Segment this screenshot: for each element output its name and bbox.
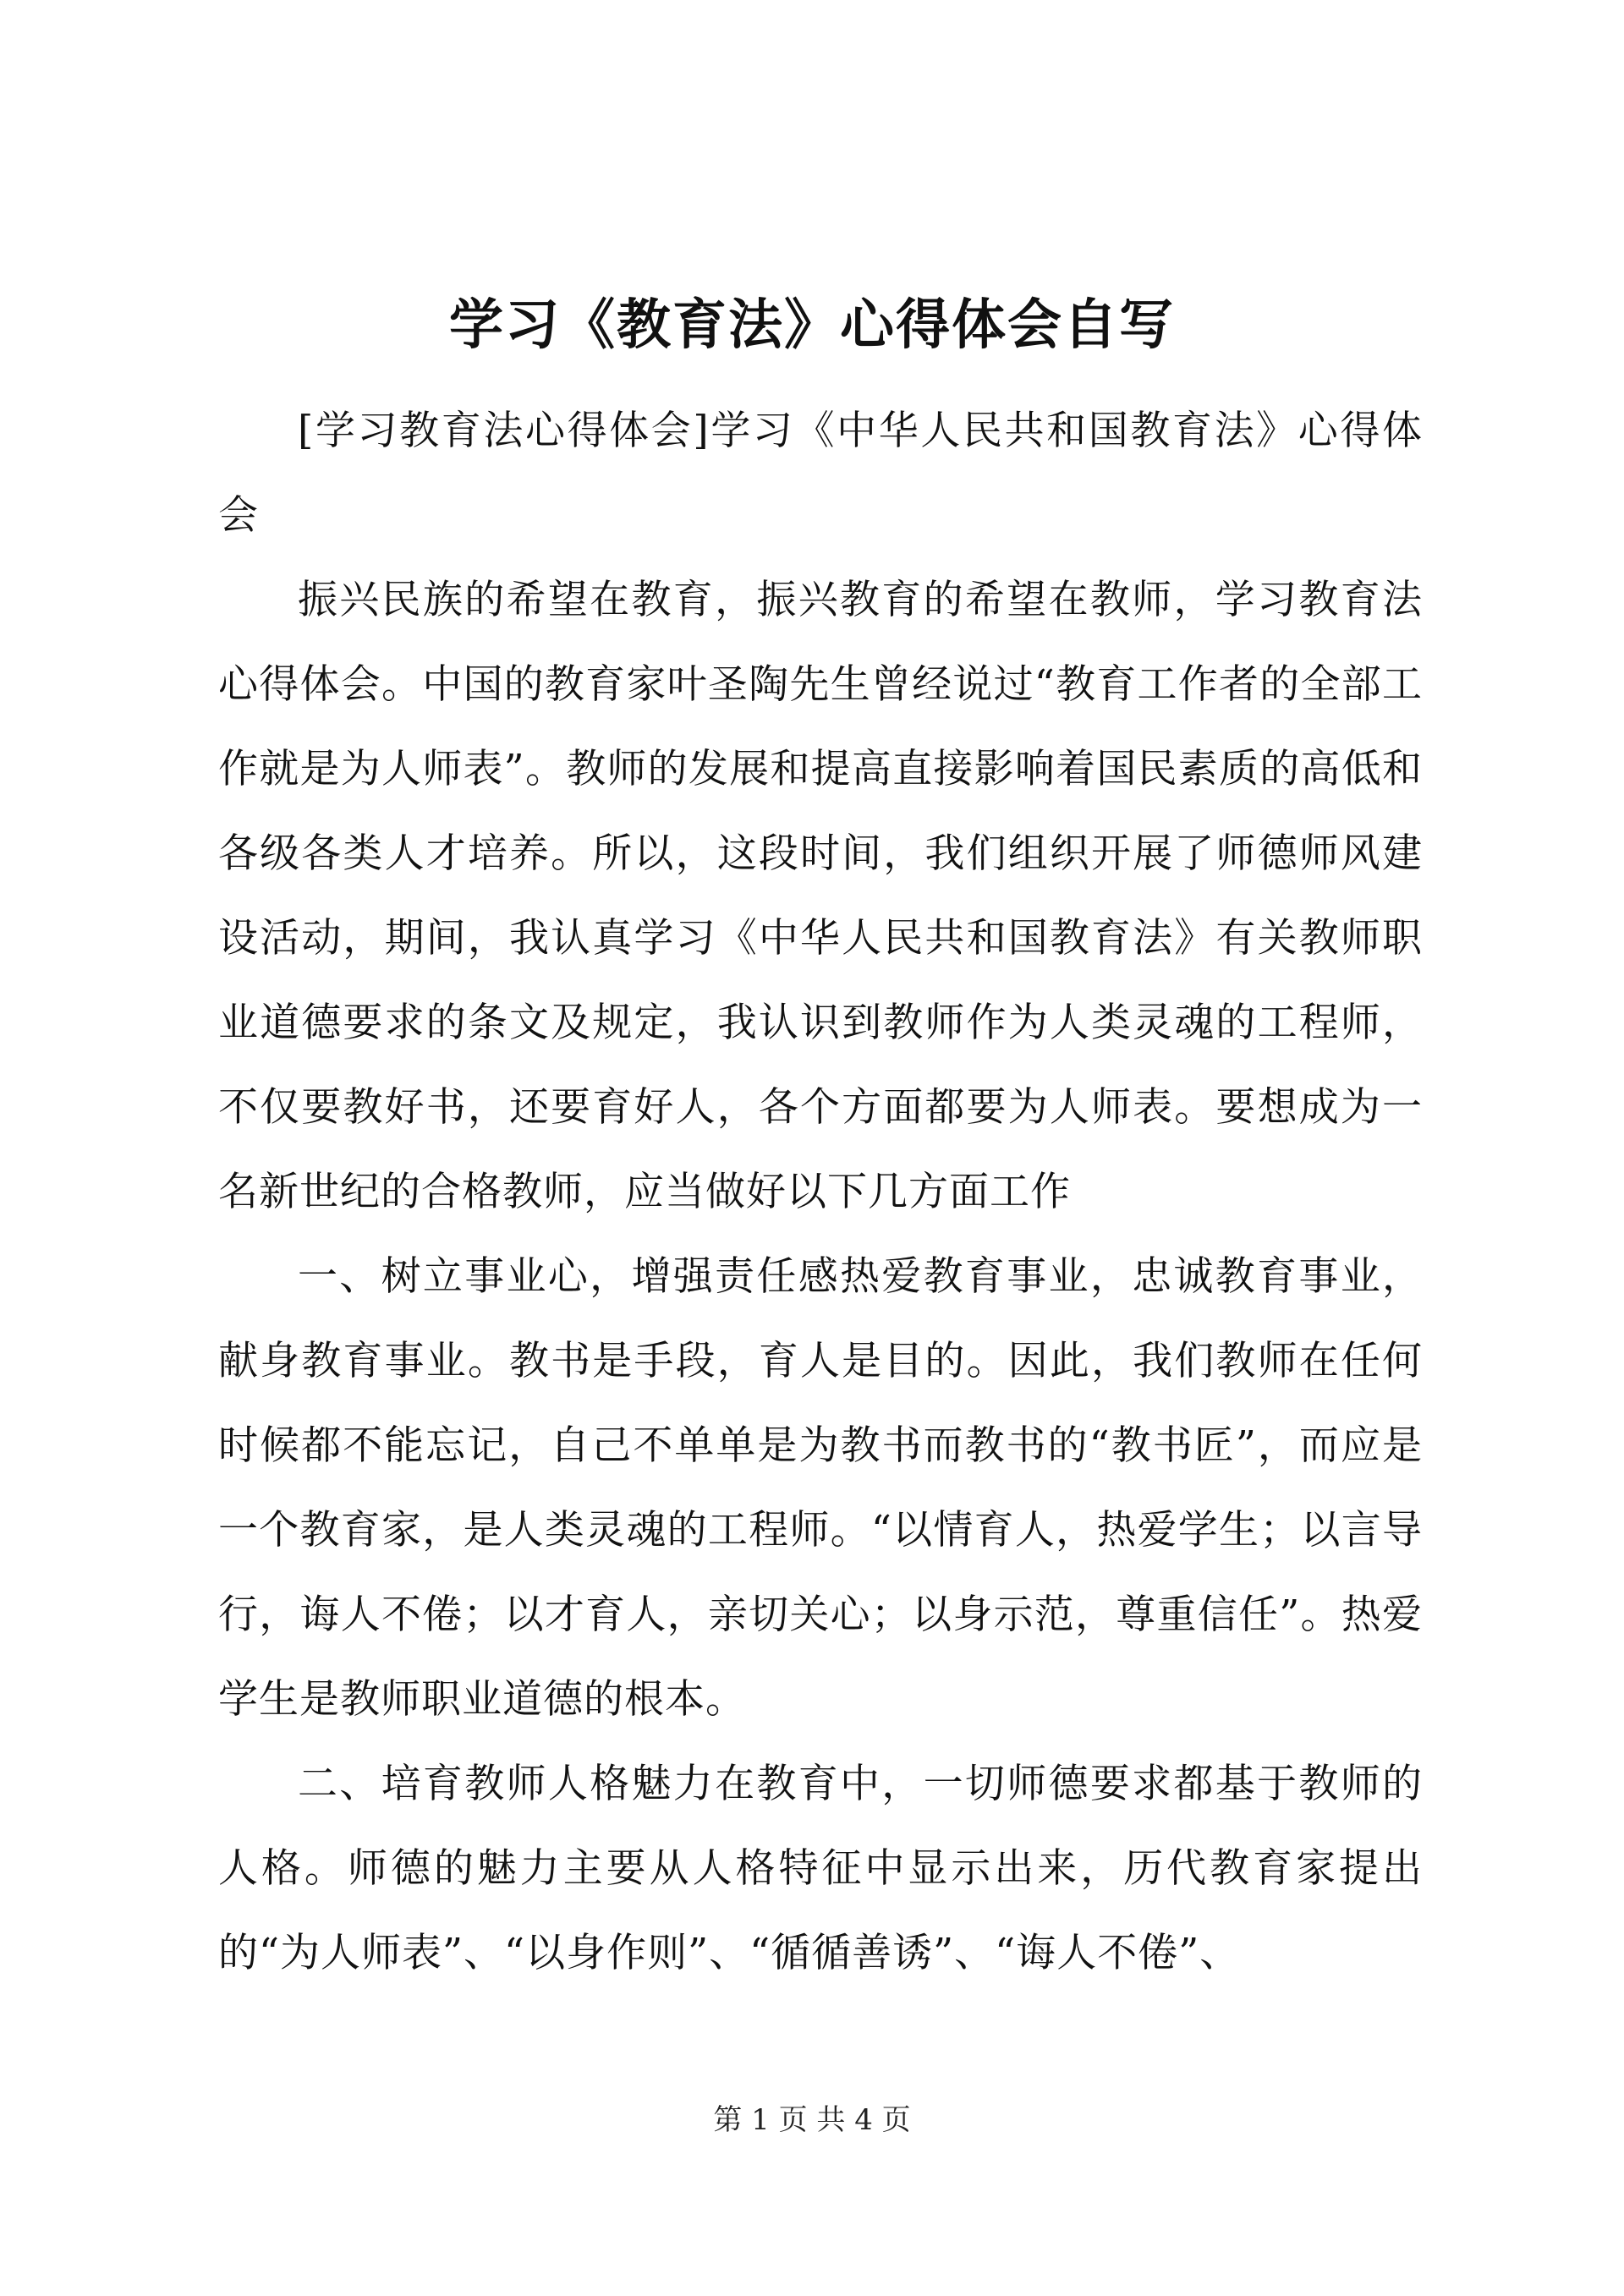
paragraph-intro: 振兴民族的希望在教育，振兴教育的希望在教师，学习教育法心得体会。中国的教育家叶圣陶先生曾经说过“教育工作者的全部工作就是为人师表”。教师的发展和提高直接影响着国民素质的高低和各级各类人才培养。所以，这段时间，我们组织开展了师德师风建设活动，期间，我认真学习《中华人民共和国教育法》有关教师职业道德要求的条文及规定，我认识到教师作为人类灵魂的工程师，不仅要教好书，还要育好人，各个方面都要为人师表。要想成为一名新世纪的合格教师，应当做好以下几方面工作 bbox=[218, 577, 1423, 1215]
page-footer: 第 1 页 共 4 页 bbox=[713, 2103, 911, 2137]
document-title: 学习《教育法》心得体会自写 bbox=[449, 293, 1175, 357]
document-body bbox=[218, 389, 1423, 1996]
paragraph-section-one: 一、树立事业心，增强责任感热爱教育事业，忠诚教育事业，献身教育事业。教书是手段，育人是目的。因此，我们教师在任何时候都不能忘记，自己不单单是为教书而教书的“教书匠”，而应是一个教育家，是人类灵魂的工程师。“以情育人，热爱学生；以言导行，诲人不倦；以才育人，亲切关心；以身示范，尊重信任”。热爱学生是教师职业道德的根本。 bbox=[218, 1253, 1423, 1723]
paragraph-subtitle: [学习教育法心得体会]学习《中华人民共和国教育法》心得体会 bbox=[218, 408, 1423, 539]
paragraph-section-two: 二、培育教师人格魅力在教育中，一切师德要求都基于教师的人格。师德的魅力主要从人格特征中显示出来，历代教育家提出的“为人师表”、“以身作则”、“循循善诱”、“诲人不倦”、 bbox=[218, 1761, 1423, 1976]
